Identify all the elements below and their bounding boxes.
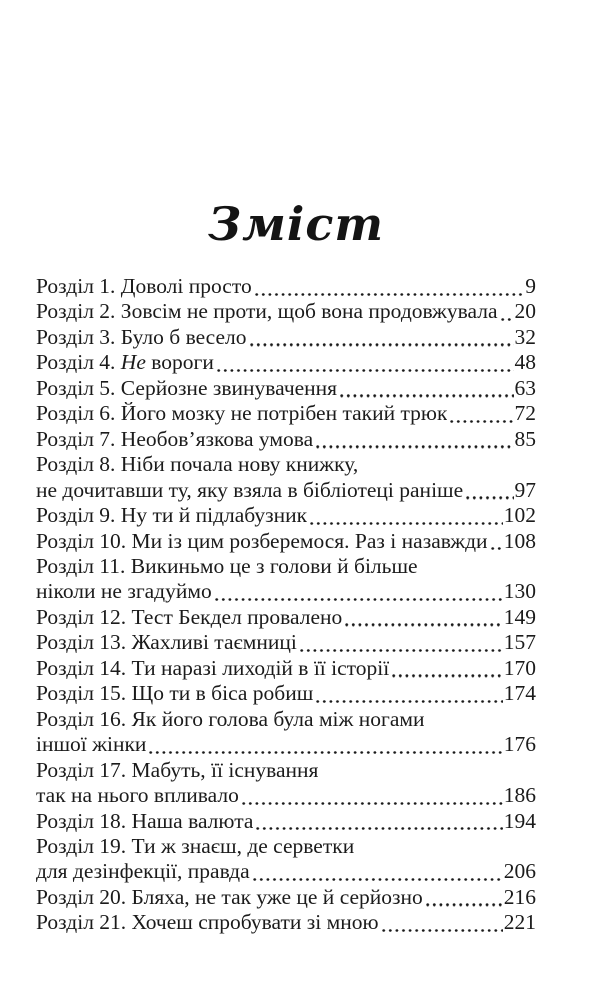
toc-line	[36, 579, 536, 604]
toc-entry-page: 174	[503, 681, 536, 706]
toc-entry-page: 130	[503, 579, 536, 604]
toc-entry-text: Розділ 12. Тест Бекдел провалено	[36, 604, 343, 629]
dot-leader	[345, 623, 502, 626]
toc-entry	[36, 554, 536, 605]
toc-entry	[36, 274, 536, 299]
toc-entry-page: 72	[514, 401, 536, 426]
toc-line	[36, 350, 536, 375]
dot-leader	[426, 903, 503, 906]
toc-entry-page: 48	[514, 350, 536, 375]
toc-line	[36, 707, 536, 732]
toc-line	[36, 656, 536, 681]
toc-entry-page: 176	[503, 732, 536, 757]
toc-line	[36, 554, 536, 579]
dot-leader	[316, 445, 513, 448]
dot-leader	[242, 802, 503, 805]
dot-leader	[250, 343, 514, 346]
toc-entry-page: 186	[503, 783, 536, 808]
toc-line	[36, 452, 536, 477]
dot-leader	[392, 674, 503, 677]
toc-entry-text: іншої жінки	[36, 732, 147, 757]
toc-line	[36, 529, 536, 554]
toc-entry	[36, 707, 536, 758]
toc-entry-page: 170	[503, 655, 536, 680]
toc-entry-page: 206	[503, 859, 536, 884]
toc-entry-text: ніколи не згадуймо	[36, 579, 212, 604]
toc-entry	[36, 350, 536, 375]
toc-entry	[36, 809, 536, 834]
toc-entry-text: Розділ 15. Що ти в біса робиш	[36, 681, 314, 706]
toc-entry-text: Розділ 19. Ти ж знаєш, де серветки	[36, 833, 355, 858]
toc-line	[36, 783, 536, 808]
toc-entry-text: Розділ 10. Ми із цим розберемося. Раз і назавжди	[36, 528, 488, 553]
toc-entry-page: 63	[514, 375, 536, 400]
toc-entry-text: не дочитавши ту, яку взяла в бібліотеці раніше	[36, 477, 464, 502]
toc-entry-text: Розділ 21. Хочеш спробувати зі мною	[36, 910, 379, 935]
toc-line	[36, 834, 536, 859]
toc-entry-page: 102	[503, 503, 536, 528]
toc-entry-text: Розділ 9. Ну ти й підлабузник	[36, 503, 308, 528]
toc-line	[36, 427, 536, 452]
toc-entry	[36, 401, 536, 426]
toc-line	[36, 478, 536, 503]
toc-entry	[36, 376, 536, 401]
dot-leader	[255, 293, 525, 296]
toc-entry-page: 97	[514, 477, 536, 502]
toc-entry	[36, 452, 536, 503]
toc-entry	[36, 910, 536, 935]
toc-entry	[36, 758, 536, 809]
toc-line	[36, 859, 536, 884]
dot-leader	[300, 649, 503, 652]
toc-line	[36, 299, 536, 324]
dot-leader	[217, 369, 514, 372]
toc-entry-page: 9	[525, 274, 536, 298]
toc-line	[36, 605, 536, 630]
toc-entry	[36, 503, 536, 528]
toc-entry-page: 221	[503, 910, 536, 935]
toc-entry-text: Розділ 17. Мабуть, її існування	[36, 757, 319, 782]
dot-leader	[382, 929, 503, 932]
toc-entry-text: Розділ 2. Зовсім не проти, щоб вона продовжувала	[36, 299, 498, 324]
toc-entry	[36, 605, 536, 630]
page-title: Зміст	[207, 197, 385, 251]
toc-entry-text: Розділ 7. Необов’язкова умова	[36, 426, 314, 451]
toc-entry-text: Розділ 14. Ти наразі лиходій в її історії	[36, 655, 390, 680]
toc-line	[36, 503, 536, 528]
dot-leader	[466, 496, 513, 499]
toc-entry-page: 108	[503, 528, 536, 553]
toc-line	[36, 910, 536, 935]
toc-entry-page: 32	[514, 324, 536, 349]
toc-entry-text: Розділ 4. Не вороги	[36, 350, 214, 375]
toc-entry-text: Розділ 5. Серйозне звинувачення	[36, 375, 338, 400]
toc-entry-page: 149	[503, 604, 536, 629]
toc-entry-page: 157	[503, 630, 536, 655]
toc-line	[36, 376, 536, 401]
dot-leader	[253, 878, 503, 881]
toc-line	[36, 809, 536, 834]
toc-entry-page: 85	[514, 426, 536, 451]
toc-entry-page: 20	[514, 299, 536, 324]
dot-leader	[310, 522, 503, 525]
toc-entry	[36, 834, 536, 885]
toc-entry-text: Розділ 16. Як його голова була між ногами	[36, 706, 425, 731]
toc-entry	[36, 656, 536, 681]
toc-line	[36, 401, 536, 426]
toc-line	[36, 885, 536, 910]
dot-leader	[256, 827, 502, 830]
toc-entry-page: 216	[503, 884, 536, 909]
toc-line	[36, 274, 536, 299]
toc-entry-text: для дезінфекції, правда	[36, 859, 250, 884]
toc-entry-text: Розділ 18. Наша валюта	[36, 808, 254, 833]
toc-entry-text: так на нього впливало	[36, 783, 239, 808]
toc-entry	[36, 427, 536, 452]
dot-leader	[450, 420, 513, 423]
toc-entry	[36, 681, 536, 706]
dot-leader	[149, 751, 502, 754]
toc-line	[36, 630, 536, 655]
dot-leader	[340, 394, 513, 397]
toc-entry-text: Розділ 8. Ніби почала нову книжку,	[36, 452, 359, 477]
toc-entry	[36, 529, 536, 554]
toc-entry	[36, 325, 536, 350]
toc-entry-text: Розділ 3. Було б весело	[36, 324, 247, 349]
dot-leader	[316, 700, 502, 703]
toc-entry-text: Розділ 20. Бляха, не так уже це й серйозно	[36, 884, 423, 909]
toc-entry	[36, 299, 536, 324]
dot-leader	[501, 318, 514, 321]
toc-line	[36, 681, 536, 706]
toc-entry-text: Розділ 11. Викиньмо це з голови й більше	[36, 553, 418, 578]
toc-entry	[36, 630, 536, 655]
toc-line	[36, 758, 536, 783]
toc-entry-text: Розділ 13. Жахливі таємниці	[36, 630, 297, 655]
toc-line	[36, 732, 536, 757]
toc-line	[36, 325, 536, 350]
toc-entry	[36, 885, 536, 910]
dot-leader	[215, 598, 503, 601]
toc-entry-text: Розділ 1. Доволі просто	[36, 274, 252, 298]
toc-entry-page: 194	[503, 808, 536, 833]
toc-entry-text: Розділ 6. Його мозку не потрібен такий трюк	[36, 401, 448, 426]
dot-leader	[491, 547, 503, 550]
toc-list	[36, 274, 536, 936]
